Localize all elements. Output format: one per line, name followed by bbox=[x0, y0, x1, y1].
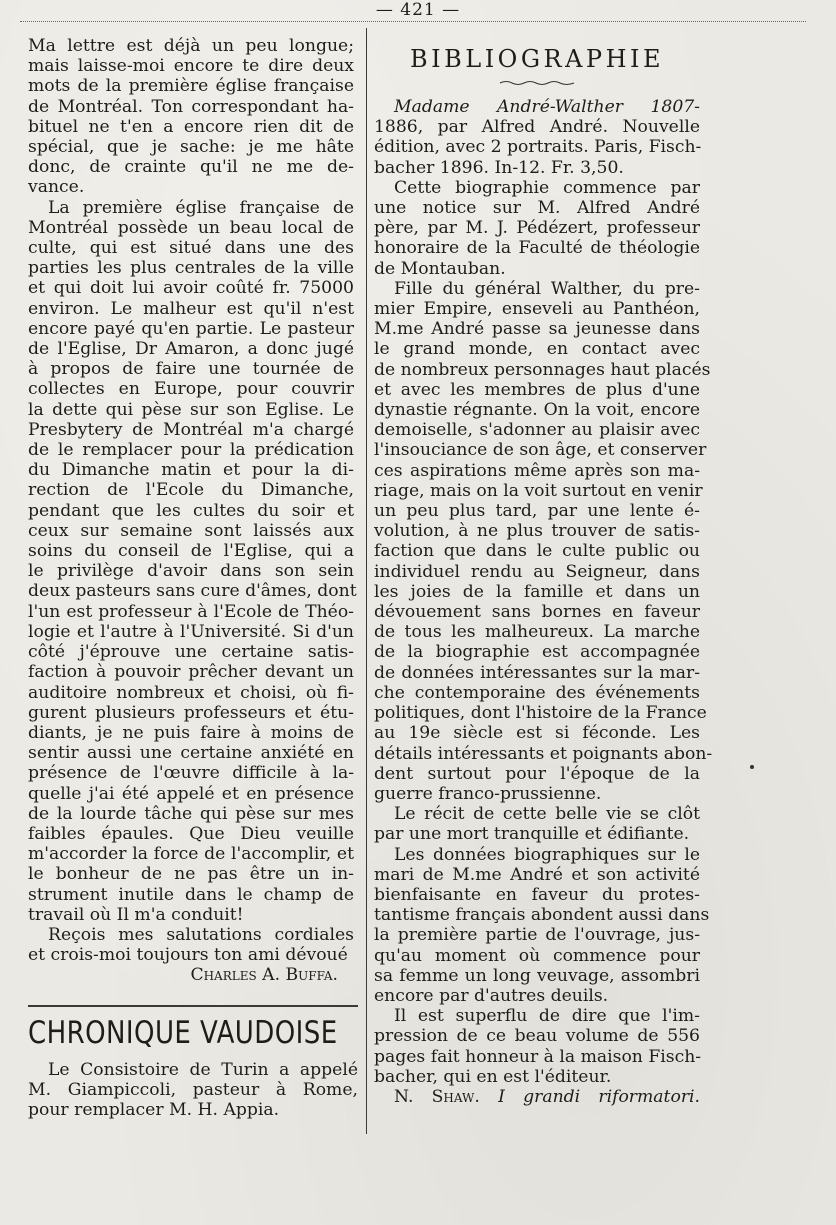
text-line: dévouement sans bornes en faveur bbox=[374, 602, 700, 623]
text-line: gurent plusieurs professeurs et étu- bbox=[28, 702, 354, 723]
signature: Charles A. Buffa. bbox=[190, 965, 338, 986]
letter-text bbox=[28, 36, 357, 966]
reviewed-author: N. Shaw. bbox=[394, 1086, 480, 1107]
text-line: demoiselle, s'adonner au plaisir avec bbox=[374, 420, 700, 441]
text-line: pour remplacer M. H. Appia. bbox=[28, 1100, 280, 1121]
text-line: père, par M. J. Pédézert, professeur bbox=[374, 218, 700, 239]
text-line: parties les plus centrales de la ville bbox=[28, 258, 354, 279]
text-line: honoraire de la Faculté de théologie bbox=[374, 238, 700, 259]
text-line: ceux sur semaine sont laissés aux bbox=[28, 520, 354, 541]
review-text bbox=[374, 177, 713, 1087]
text-line: strument inutile dans le champ de bbox=[28, 884, 354, 905]
text-line: collectes en Europe, pour couvrir bbox=[28, 379, 354, 400]
text-line: volution, à ne plus trouver de satis- bbox=[374, 521, 700, 542]
text-line: sentir aussi une certaine anxiété en bbox=[28, 743, 354, 764]
text-line: côté j'éprouve une certaine satis- bbox=[28, 642, 354, 663]
text-line: les joies de la famille et dans un bbox=[374, 581, 700, 602]
chronique-heading: CHRONIQUE VAUDOISE bbox=[28, 1015, 338, 1051]
text-line: le privilège d'avoir dans son sein bbox=[28, 561, 354, 582]
citation-line: 1886, par Alfred André. Nouvelle bbox=[374, 117, 700, 138]
text-line: mais laisse-moi encore te dire deux bbox=[28, 56, 354, 77]
text-line: faction que dans le culte public ou bbox=[374, 541, 700, 562]
text-line: de la biographie est accompagnée bbox=[374, 642, 700, 663]
text-line: au 19e siècle est si féconde. Les bbox=[374, 723, 700, 744]
chronique-text bbox=[28, 1060, 358, 1121]
left-column bbox=[28, 36, 357, 986]
text-line: détails intéressants et poignants abon- bbox=[374, 743, 713, 764]
section-rule bbox=[28, 1005, 358, 1007]
text-line: m'accorder la force de l'accomplir, et bbox=[28, 844, 354, 865]
text-line: par une mort tranquille et édifiante. bbox=[374, 824, 690, 845]
text-line: de données intéressantes sur la mar- bbox=[374, 662, 700, 683]
text-line: La première église française de bbox=[48, 197, 354, 218]
text-line: rection de l'Ecole du Dimanche, bbox=[28, 480, 354, 501]
text-line: politiques, dont l'histoire de la France bbox=[374, 703, 707, 724]
text-line: bituel ne t'en a encore rien dit de bbox=[28, 116, 354, 137]
text-line: un peu plus tard, par une lente é- bbox=[374, 501, 700, 522]
text-line: riage, mais on la voit surtout en venir bbox=[374, 480, 703, 501]
text-line: pages fait honneur à la maison Fisch- bbox=[374, 1046, 702, 1067]
text-line: environ. Le malheur est qu'il n'est bbox=[28, 298, 354, 319]
text-line: l'insouciance de son âge, et conserver bbox=[374, 440, 707, 461]
citation-line: Madame André-Walther 1807- bbox=[394, 97, 700, 117]
last-line bbox=[374, 1087, 700, 1107]
text-line: encore par d'autres deuils. bbox=[374, 985, 609, 1006]
text-line: mier Empire, enseveli au Panthéon, bbox=[374, 299, 700, 320]
text-line: et qui doit lui avoir coûté fr. 75000 bbox=[28, 278, 354, 299]
text-line: la première partie de l'ouvrage, jus- bbox=[374, 925, 700, 946]
text-line: culte, qui est situé dans une des bbox=[28, 238, 354, 259]
text-line: Les données biographiques sur le bbox=[394, 844, 700, 865]
text-line: bienfaisante en faveur du protes- bbox=[374, 884, 700, 905]
text-line: pression de ce beau volume de 556 bbox=[374, 1026, 700, 1047]
citation-line: édition, avec 2 portraits. Paris, Fisch- bbox=[374, 137, 702, 158]
text-line: de le remplacer pour la prédication bbox=[28, 440, 354, 461]
text-line: tantisme français abondent aussi dans bbox=[374, 905, 710, 926]
text-line: diants, je ne puis faire à moins de bbox=[28, 722, 354, 743]
text-line: la dette qui pèse sur son Eglise. Le bbox=[28, 399, 354, 420]
text-line: du Dimanche matin et pour la di- bbox=[28, 460, 354, 481]
text-line: M. Giampiccoli, pasteur à Rome, bbox=[28, 1080, 358, 1101]
text-line: et crois-moi toujours ton ami dévoué bbox=[28, 945, 348, 966]
text-line: présence de l'œuvre difficile à la- bbox=[28, 763, 354, 784]
text-line: à propos de faire une tournée de bbox=[28, 359, 354, 380]
book-citation bbox=[374, 97, 700, 178]
text-line: encore payé qu'en partie. Le pasteur bbox=[28, 318, 354, 339]
text-line: soins du conseil de l'Eglise, qui a bbox=[28, 541, 354, 562]
text-line: le bonheur de ne pas être un in- bbox=[28, 864, 354, 885]
text-line: faibles épaules. Que Dieu veuille bbox=[28, 823, 354, 844]
bibliographie-heading: BIBLIOGRAPHIE bbox=[410, 45, 664, 73]
text-line: l'un est professeur à l'Ecole de Théo- bbox=[28, 601, 354, 622]
heading-flourish-ornament bbox=[498, 80, 576, 86]
text-line: vance. bbox=[28, 177, 85, 198]
text-line: le grand monde, en contact avec bbox=[374, 339, 700, 360]
text-line: dynastie régnante. On la voit, encore bbox=[374, 400, 700, 421]
citation-line: bacher 1896. In-12. Fr. 3,50. bbox=[374, 157, 624, 178]
right-column bbox=[374, 97, 713, 1107]
text-line: Le récit de cette belle vie se clôt bbox=[394, 804, 700, 825]
page-number: — 421 — bbox=[375, 0, 461, 20]
text-line: deux pasteurs sans cure d'âmes, dont bbox=[28, 581, 357, 602]
text-line: Il est superflu de dire que l'im- bbox=[394, 1006, 700, 1027]
text-line: logie et l'autre à l'Université. Si d'un bbox=[28, 621, 354, 642]
text-line: mots de la première église française bbox=[28, 76, 354, 97]
text-line: bacher, qui en est l'éditeur. bbox=[374, 1066, 612, 1087]
text-line: Ma lettre est déjà un peu longue; bbox=[28, 36, 354, 56]
text-line: Montréal possède un beau local de bbox=[28, 217, 354, 238]
text-line: une notice sur M. Alfred André bbox=[374, 198, 700, 219]
text-line: auditoire nombreux et choisi, où fi- bbox=[28, 682, 354, 703]
text-line: de tous les malheureux. La marche bbox=[374, 622, 700, 643]
text-line: ces aspirations même après son ma- bbox=[374, 460, 700, 481]
text-line: de Montauban. bbox=[374, 258, 506, 279]
text-line: Le Consistoire de Turin a appelé bbox=[48, 1060, 358, 1080]
text-line: Reçois mes salutations cordiales bbox=[48, 924, 354, 945]
text-line: dent surtout pour l'époque de la bbox=[374, 763, 700, 784]
text-line: et avec les membres de plus d'une bbox=[374, 379, 700, 400]
text-line: guerre franco-prussienne. bbox=[374, 783, 602, 804]
text-line: M.me André passe sa jeunesse dans bbox=[374, 319, 700, 340]
text-line: de Montréal. Ton correspondant ha- bbox=[28, 96, 354, 117]
reviewed-title: I grandi riformatori. bbox=[498, 1086, 700, 1107]
text-line: che contemporaine des événements bbox=[374, 682, 700, 703]
text-line: Cette biographie commence par bbox=[394, 177, 700, 198]
text-line: travail où Il m'a conduit! bbox=[28, 904, 244, 925]
text-line: faction à pouvoir prêcher devant un bbox=[28, 662, 354, 683]
text-line: mari de M.me André et son activité bbox=[374, 864, 700, 885]
text-line: spécial, que je sache: je me hâte bbox=[28, 137, 354, 158]
text-line: quelle j'ai été appelé et en présence bbox=[28, 783, 354, 804]
column-divider bbox=[366, 28, 367, 1134]
text-line: individuel rendu au Seigneur, dans bbox=[374, 561, 700, 582]
text-line: de nombreux personnages haut placés bbox=[374, 359, 711, 380]
text-line: sa femme un long veuvage, assombri bbox=[374, 965, 700, 986]
text-line: Presbytery de Montréal m'a chargé bbox=[28, 419, 354, 440]
ink-speck bbox=[750, 765, 754, 769]
text-line: de l'Eglise, Dr Amaron, a donc jugé bbox=[28, 339, 354, 360]
text-line: donc, de crainte qu'il ne me de- bbox=[28, 157, 354, 178]
text-line: Fille du général Walther, du pre- bbox=[394, 278, 700, 299]
text-line: de la lourde tâche qui pèse sur mes bbox=[28, 803, 354, 824]
text-line: pendant que les cultes du soir et bbox=[28, 500, 354, 521]
text-line: qu'au moment où commence pour bbox=[374, 945, 700, 966]
top-rule bbox=[20, 21, 806, 22]
